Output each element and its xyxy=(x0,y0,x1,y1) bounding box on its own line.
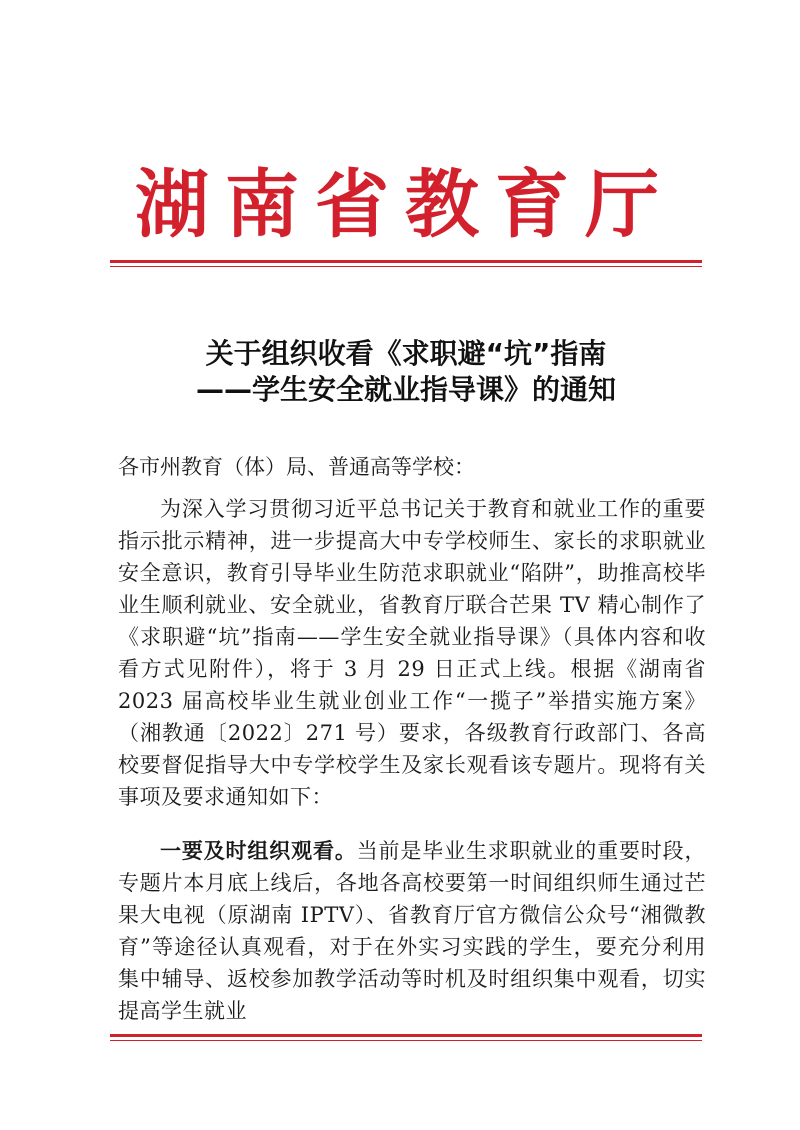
paragraph-lead-heading: 一要及时组织观看。 xyxy=(160,839,357,863)
document-title-line-2: ——学生安全就业指导课》的通知 xyxy=(195,373,616,406)
letterhead-divider-thin xyxy=(110,266,702,267)
body-paragraph-1: 为深入学习贯彻习近平总书记关于教育和就业工作的重要指示批示精神，进一步提高大中专学校师生、家长的求职就业安全意识，教育引导毕业生防范求职就业“陷阱”，助推高校毕业生顺利就业、安全就业，省教育厅联合芒果 TV 精心制作了《求职避“坑”指南——学生安全就业指导课》（具体内容和收看方式见附件），将于 3 月 29 日正式上线。根据《湖南省 2023 届高校毕业生就业创业工作“一揽子”举措实施方案》（湘教通〔2022〕271 号）要求，各级教育行政部门、各高校要督促指导大中专学校学生及家长观看该专题片。现将有关事项及要求通知如下： xyxy=(118,497,706,809)
footer-divider-thin xyxy=(110,1040,702,1041)
document-title-line-1: 关于组织收看《求职避“坑”指南 xyxy=(205,337,607,370)
footer-divider-thick xyxy=(110,1034,702,1037)
letterhead-title: 湖南省教育厅 xyxy=(135,162,675,248)
salutation: 各市州教育（体）局、普通高等学校： xyxy=(118,455,475,479)
body-paragraph-2 xyxy=(118,835,706,1027)
letterhead-divider-thick xyxy=(110,260,702,263)
paragraph-body-text: 当前是毕业生求职就业的重要时段，专题片本月底上线后，各地各高校要第一时间组织师生通过芒果大电视（原湖南 IPTV）、省教育厅官方微信公众号“湘微教育”等途径认真观看，对于在外实习实践的学生，要充分利用集中辅导、返校参加教学活动等时机及时组织集中观看，切实提高学生就业 xyxy=(118,839,706,1023)
